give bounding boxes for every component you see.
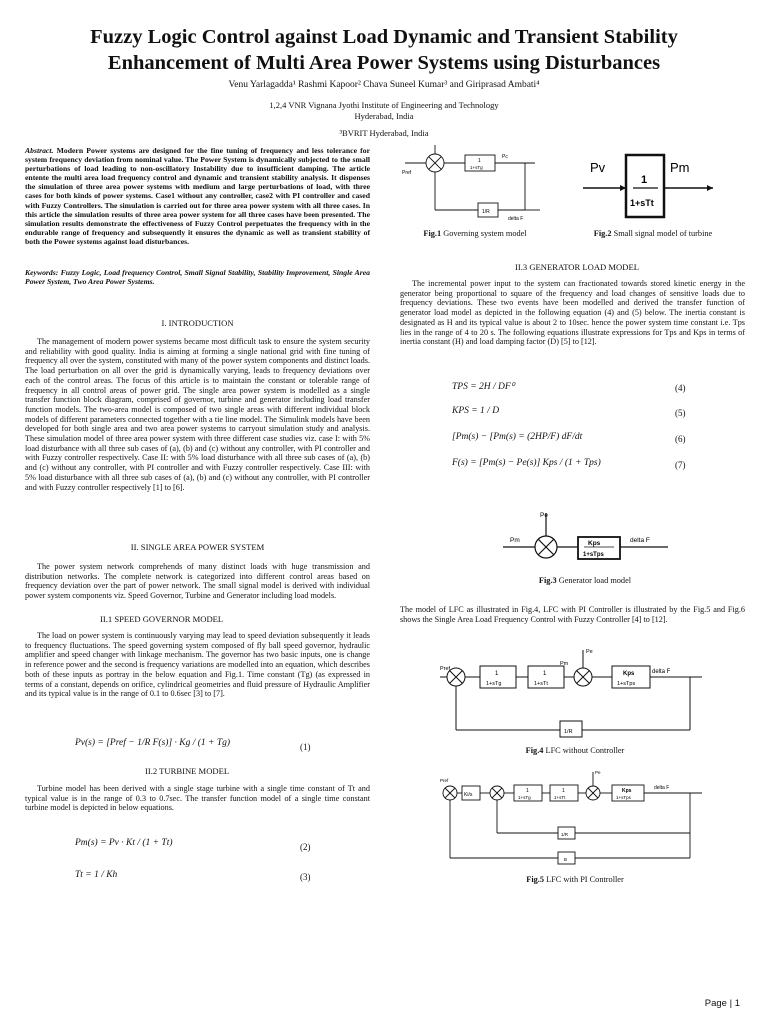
lfc-paragraph-text: The model of LFC as illustrated in Fig.4, LFC with PI Controller is illustrated by the Fig.5 and Fig.6 shows the Single Area Load Frequency Control with Fuzzy Controller [4] to [12].	[400, 605, 745, 624]
fig2-denominator: 1+sTt	[630, 198, 654, 208]
section-2-paragraph: The power system network comprehends of many distinct loads with huge transmission and distribution networks. The complete network is categorized into different control areas based on frequency deviation over the part of power network. The small signal model is derived with individual power system components viz. Speed Governor, Turbine and Generator including load models.	[25, 562, 370, 601]
page-number: Page | 1	[704, 998, 740, 1009]
fig2-pv-label: Pv	[590, 160, 606, 175]
fig2-caption-text: Small signal model of turbine	[613, 229, 713, 238]
title-line-2: Enhancement of Multi Area Power Systems using Disturbances	[107, 52, 661, 74]
fig4-turb-den: 1+sTt	[534, 681, 548, 687]
affiliation-1-line-1: 1,2,4 VNR Vignana Jyothi Institute of Engineering and Technology	[269, 100, 499, 110]
equation-5-number: (5)	[675, 408, 686, 418]
fig5-delta-f: delta F	[654, 785, 670, 791]
fig4-turb-num: 1	[543, 671, 547, 677]
fig5-inv-r: 1/R	[561, 832, 569, 837]
fig3-numerator: Kps	[588, 540, 601, 547]
subsection-2-1-body	[25, 631, 370, 699]
figure-3-generator-load-diagram	[500, 505, 672, 573]
fig5-ki-label: Ki/s	[464, 792, 473, 798]
equation-3: Tt = 1 / Kh	[75, 870, 118, 880]
figure-4-caption	[480, 746, 670, 755]
fig5-pref-label: Pref	[440, 778, 449, 783]
fig1-label: Fig.1	[423, 229, 442, 238]
keywords-label: Keywords:	[25, 268, 59, 277]
equation-7-number: (7)	[675, 460, 686, 470]
equation-6-number: (6)	[675, 434, 686, 444]
fig1-delta-f: delta F	[508, 216, 524, 222]
fig4-label: Fig.4	[525, 746, 544, 755]
fig1-numerator: 1	[478, 158, 481, 164]
fig2-numerator: 1	[641, 174, 648, 186]
figure-5-lfc-pi-diagram	[440, 768, 710, 868]
section-2-body	[25, 562, 370, 601]
fig5-gov-num: 1	[526, 788, 529, 794]
fig4-gov-num: 1	[495, 671, 499, 677]
paper-title	[30, 24, 738, 76]
fig1-caption-text: Governing system model	[443, 229, 527, 238]
fig2-pm-label: Pm	[670, 160, 690, 175]
figure-3-caption	[500, 576, 670, 585]
affiliation-2: ³BVRIT Hyderabad, India	[339, 128, 429, 138]
fig3-pe-label: Pe	[540, 512, 548, 519]
fig5-turb-den: 1+sTt	[554, 795, 566, 800]
abstract	[25, 146, 370, 246]
equation-6: [Pm(s) − [Pm(s) = (2HP/F) dF/dt	[452, 432, 583, 442]
fig4-delta-f: delta F	[652, 669, 671, 675]
section-1-body	[25, 337, 370, 492]
affiliation-1-line-2: Hyderabad, India	[354, 111, 414, 121]
fig1-pc-label: Pc	[502, 154, 508, 160]
abstract-label: Abstract.	[25, 146, 54, 155]
fig5-gov-den: 1+sTg	[518, 795, 531, 800]
figure-4-lfc-diagram	[440, 645, 710, 740]
equation-1: Pv(s) = [Pref − 1/R F(s)] · Kg / (1 + Tg)	[75, 738, 231, 748]
figure-2-caption	[578, 229, 728, 238]
lfc-paragraph	[400, 605, 745, 624]
equation-4-number: (4)	[675, 383, 686, 393]
keywords	[25, 268, 370, 286]
equation-5: KPS = 1 / D	[452, 406, 500, 416]
fig1-denominator: 1+sTg	[470, 165, 483, 170]
fig5-caption-text: LFC with PI Controller	[546, 875, 624, 884]
figure-2-turbine-diagram	[578, 150, 718, 225]
fig1-pref-label: Pref	[402, 170, 412, 176]
fig4-gen-den: 1+sTps	[617, 681, 636, 687]
subsection-2-3-title: II.3 GENERATOR LOAD MODEL	[515, 262, 639, 272]
fig4-gov-den: 1+sTg	[486, 681, 502, 687]
equation-2-number: (2)	[300, 842, 311, 852]
fig3-label: Fig.3	[538, 576, 557, 585]
fig3-caption-text: Generator load model	[558, 576, 632, 585]
section-2-title: II. SINGLE AREA POWER SYSTEM	[130, 542, 265, 552]
keywords-text: Fuzzy Logic, Load frequency Control, Small Signal Stability, Stability Improvement, Single Area Power System, Two Area Power Systems.	[25, 268, 370, 287]
subsection-2-3-body	[400, 279, 745, 347]
section-1-paragraph: The management of modern power systems became most difficult task to ensure the system security and reliability with good quality. India is aiming at forming a single national grid with fine tuning of frequency all over the system, constituted with many of the power system components and distinct loads. The load perturbation on all over the grid is dynamically varying, leads to frequency deviations over each of the control areas. The focus of this article is to maintain the constant or tolerable range of frequency in all control areas of power grid. The single area power system is modelled as a single transfer function block diagram, comprised of governor, turbine and generator including load transfer function models. The two-area model is composed of two single areas with different individual block models of different parameters connected together with a tie line model. The Simulink models have been developed for both single area and two area power systems to carryout simulation study and analysis. These simulation model of three area power system with three different case studies viz. case I: with 5% load disturbance with all three sub cases of (a), (b) and (c) without any controller, with PI controller and with Fuzzy controller respectively. Case II: with 5% load disturbance with all three sub cases of (a), (b) and (c) without any controller, with PI controller and with Fuzzy controller respectively. Case III: with 5% load disturbance with all three sub cases of (a), (b) and (c) without any controller, with PI controller and with Fuzzy controller respectively [1] to [6].	[25, 337, 370, 492]
subsection-2-3-paragraph: The incremental power input to the system can fractionated towards stored kinetic energy in the generator being proportional to square of the frequency and load changes of sensitive loads due to frequency deviations. These two events have been modelled and derived the transfer function of generator load model as depicted in the following equation (4) and (5) below. The inertia constant is designated as H and its typical value is about 2 to 10sec. hence the power system time constant i.e. Tps lies in the range of 4 to 20 s. The following equations illustrate expressions for Tps and Kps in terms of inertia constant (H) and load damping factor (D) [5] to [12].	[400, 279, 745, 347]
fig4-gen-num: Kps	[623, 671, 635, 677]
fig5-b-label: B	[564, 857, 568, 862]
subsection-2-1-title: II.1 SPEED GOVERNOR MODEL	[100, 614, 224, 624]
fig3-delta-f: delta F	[630, 537, 650, 544]
equation-7: F(s) = [Pm(s) − Pe(s)] Kps / (1 + Tps)	[452, 458, 601, 468]
fig4-pm-label: Pm	[560, 661, 569, 667]
fig5-pe-label: Pe	[595, 770, 601, 775]
authors: Venu Yarlagadda¹ Rashmi Kapoor² Chava Suneel Kumar³ and Giriprasad Ambati⁴	[228, 80, 540, 90]
equation-4: TPS = 2H / DF⁰	[452, 382, 515, 392]
fig5-label: Fig.5	[526, 875, 544, 884]
subsection-2-2-body	[25, 784, 370, 813]
equation-1-number: (1)	[300, 742, 311, 752]
fig5-turb-num: 1	[562, 788, 565, 794]
subsection-2-1-paragraph: The load on power system is continuously varying may lead to speed deviation subsequently it leads to frequency fluctuations. The speed governing system composed of fly ball speed governor, hydraulic amplifier and speed changer with linkage mechanism. The governor has two basic inputs, one is change in reference power and the second is frequency variations are modelled into an equation, which describes both of these inputs as portray in the below equation and Fig.1. Time constant (Tg) (as expressed in terms of a constant, depends on orifice, cylindrical geometries and fluid pressure of Hydraulic Amplifier and its typical value is in the range of 0.1 to 0.6sec [3] to [7].	[25, 631, 370, 699]
subsection-2-2-title: II.2 TURBINE MODEL	[145, 766, 230, 776]
subsection-2-2-paragraph: Turbine model has been derived with a single stage turbine with a single time constant of Tt and typical value is in the range of 0.3 to 0.7sec. The transfer function model of a single time constant turbine model is depicted in below equations.	[25, 784, 370, 813]
fig4-pe-label: Pe	[586, 649, 593, 655]
title-line-1: Fuzzy Logic Control against Load Dynamic and Transient Stability	[90, 26, 678, 48]
affiliation-1	[60, 100, 708, 122]
fig3-denominator: 1+sTps	[583, 552, 604, 558]
section-1-title: I. INTRODUCTION	[161, 318, 234, 328]
fig4-caption-text: LFC without Controller	[545, 746, 625, 755]
abstract-text: Modern Power systems are designed for the fine tuning of frequency and less tolerance for system frequency deviation from nominal value. The Power System is dynamically subjected to the small perturbations of load leading to non-oscillatory Instability due to insufficient damping. The article entente the multi area load frequency control and dynamic and transient stability analysis. It dispenses the simulation of three area power systems with medium and large perturbations of load, with three cases for both kinds of power systems. Case1 without any controller, case2 with PI controller and cased with Fuzzy Controllers. The simulation is carried out for three area power system with all three cases. In this article the simulation results of three area power system for all three cases have been presented. The simulation results demonstrate the effectiveness of Fuzzy Control perpetuates the frequency with in the endurable range of frequency and subsequently it ensures the dynamic as well as transient stability of both the Power systems against load disturbances.	[25, 146, 371, 246]
fig4-inv-r: 1/R	[564, 729, 573, 735]
fig3-pm-label: Pm	[510, 537, 520, 544]
fig5-gen-num: Kps	[622, 788, 632, 794]
fig1-inv-r: 1/R	[482, 209, 490, 215]
figure-1-caption	[400, 229, 550, 238]
fig2-label: Fig.2	[593, 229, 612, 238]
fig5-gen-den: 1+sTps	[616, 795, 631, 800]
equation-3-number: (3)	[300, 872, 311, 882]
fig4-pref-label: Pref	[440, 666, 451, 672]
figure-5-caption	[480, 875, 670, 884]
figure-1-governor-diagram	[400, 145, 545, 225]
equation-2: Pm(s) = Pv · Kt / (1 + Tt)	[75, 838, 173, 848]
